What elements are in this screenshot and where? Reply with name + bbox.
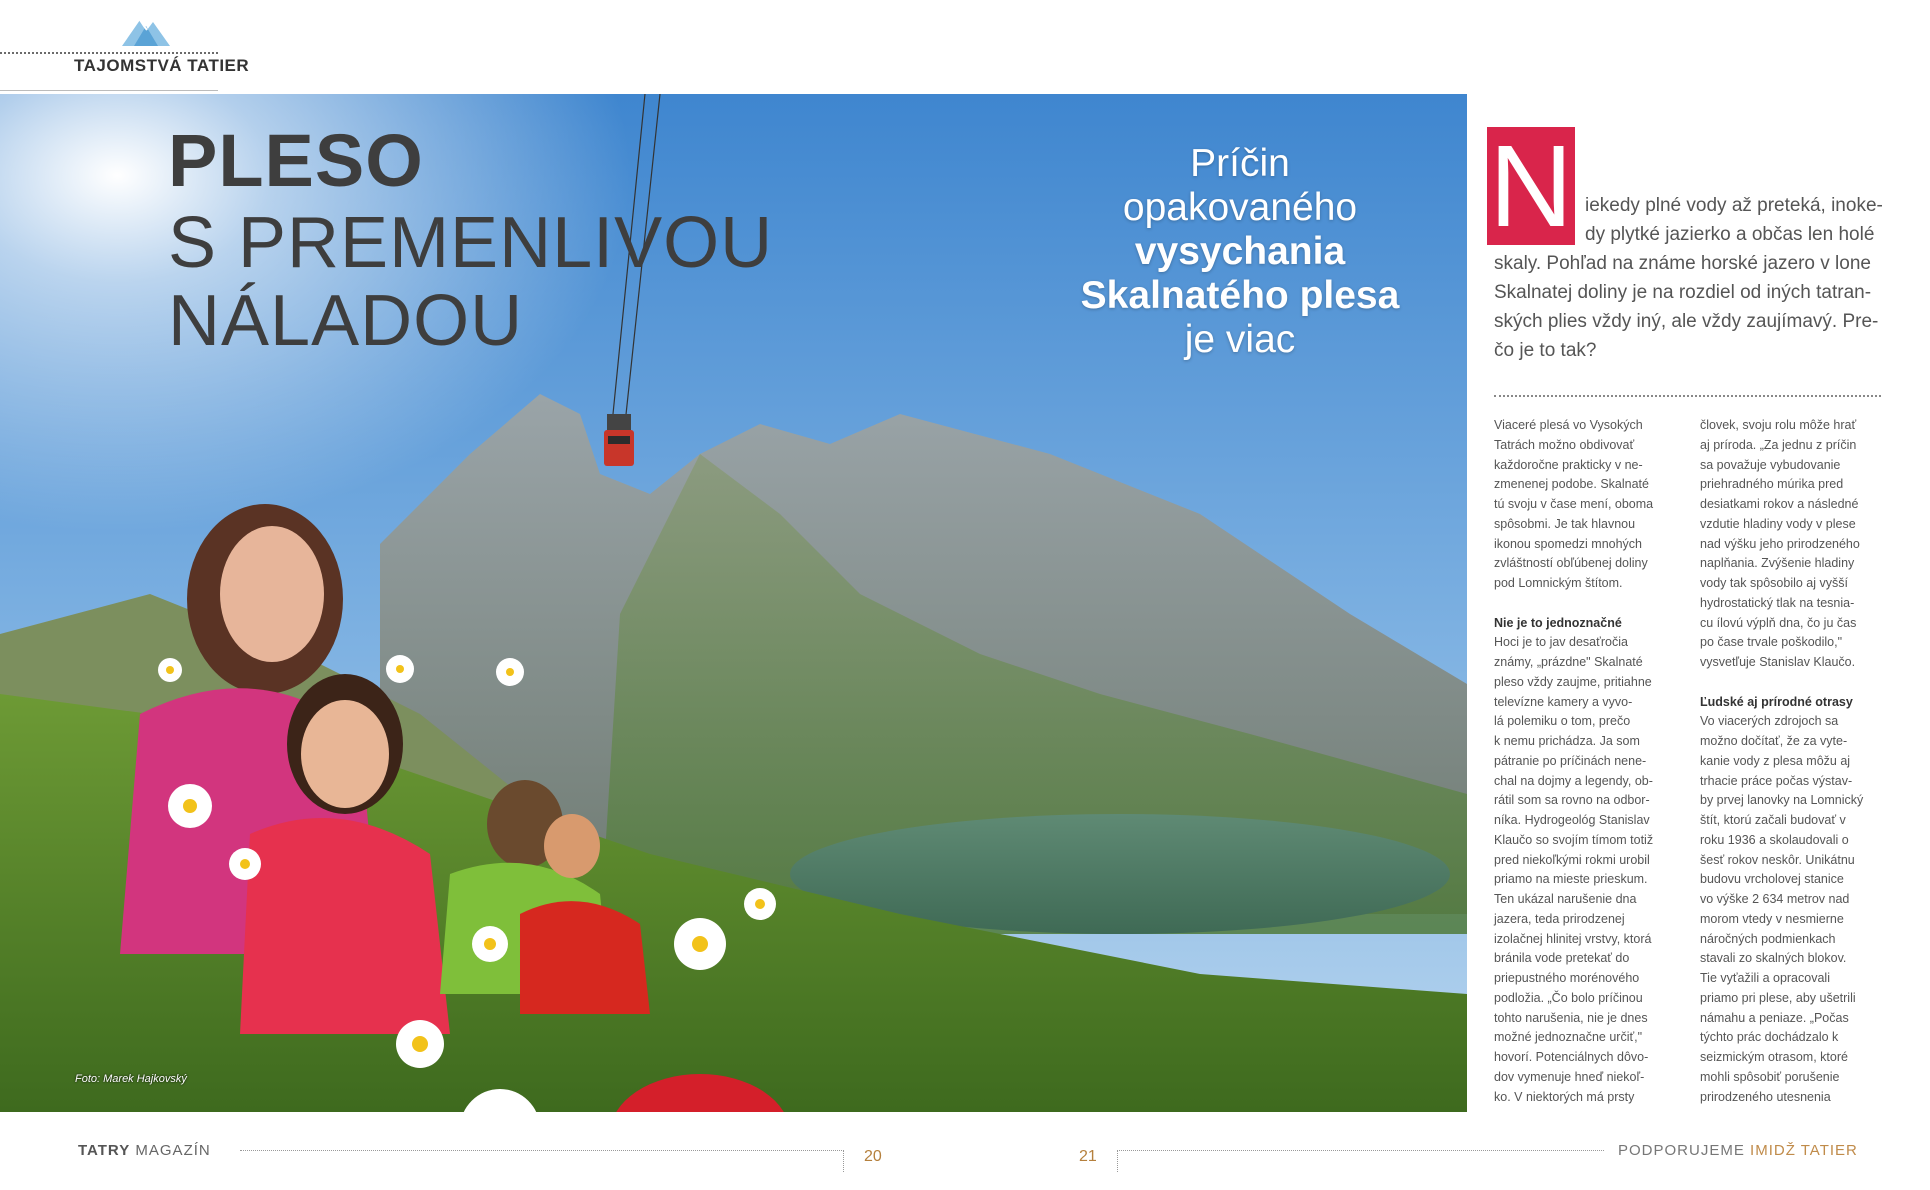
body-line: Tie vyťažili a opracovali — [1700, 971, 1830, 985]
body-line: izolačnej hlinitej vrstvy, ktorá — [1494, 931, 1652, 946]
body-line: vzdutie hladiny vody v plese — [1700, 516, 1856, 531]
subtitle — [1030, 142, 1450, 362]
body-line: desiatkami rokov a následné — [1700, 497, 1859, 511]
footer-slogan-a: PODPORUJEME — [1618, 1142, 1745, 1159]
body-line: ko. V niektorých má prsty — [1494, 1089, 1635, 1104]
body-line: možné jednoznačne určiť," — [1494, 1030, 1643, 1045]
footer-rule — [240, 1150, 842, 1151]
page-number-left: 20 — [864, 1148, 882, 1165]
lead-line: skaly. Pohľad na známe horské jazero v lone — [1494, 253, 1871, 274]
body-line: Tatrách možno obdivovať — [1494, 437, 1635, 452]
body-line: prirodzeného utesnenia — [1700, 1089, 1831, 1104]
body-line: týchto prác dochádzalo k — [1700, 1030, 1839, 1045]
body-line: morom vtedy v nesmierne — [1700, 911, 1844, 926]
body-line: dov vymenuje hneď niekoľ- — [1494, 1069, 1645, 1084]
body-line: lá polemiku o tom, prečo — [1494, 714, 1631, 729]
body-line: šesť rokov neskôr. Unikátnu — [1700, 852, 1855, 867]
body-line: tohto narušenia, nie je dnes — [1494, 1010, 1648, 1025]
body-line: náročných podmienkach — [1700, 931, 1836, 946]
body-line: k nemu prichádza. Ja som — [1494, 734, 1640, 748]
body-line: níka. Hydrogeológ Stanislav — [1494, 813, 1650, 827]
title-line2: S PREMENLIVOU — [168, 203, 774, 283]
lead-divider — [1494, 395, 1881, 397]
body-line: cu ílovú výplň dna, čo ju čas — [1700, 615, 1857, 630]
body-line: mohli spôsobiť porušenie — [1700, 1069, 1840, 1084]
body-line: aj príroda. „Za jednu z príčin — [1700, 437, 1857, 452]
subheading: Nie je to jednoznačné — [1494, 615, 1622, 630]
body-line: priepustného morénového — [1494, 971, 1640, 985]
footer-slogan — [1618, 1142, 1858, 1159]
subtitle-line: Príčin — [1190, 142, 1290, 185]
body-line: pod Lomnickým štítom. — [1494, 576, 1623, 590]
body-line: priamo na mieste prieskum. — [1494, 872, 1648, 887]
body-line: možno dočítať, že za vyte- — [1700, 734, 1848, 748]
body-line: priehradného múrika pred — [1700, 477, 1844, 492]
footer-brand-rest: MAGAZÍN — [135, 1142, 211, 1159]
body-line: zvláštností obľúbenej doliny — [1494, 556, 1648, 571]
body-line: trhacie práce počas výstav- — [1700, 773, 1853, 788]
lead-line: iekedy plné vody až preteká, inoke- — [1585, 195, 1883, 216]
body-line: tú svoju v čase mení, oboma — [1494, 497, 1654, 511]
body-line: vysvetľuje Stanislav Klaučo. — [1700, 655, 1856, 669]
body-line: každoročne prakticky v ne- — [1494, 457, 1643, 472]
footer-brand-bold: TATRY — [78, 1142, 131, 1159]
body-line: pred niekoľkými rokmi urobil — [1494, 852, 1650, 867]
body-line: pleso vždy zaujme, pritiahne — [1494, 674, 1652, 689]
footer-brand — [78, 1142, 211, 1159]
body-line: bránila vode pretekať do — [1494, 951, 1630, 966]
body-line: námahu a peniaze. „Počas — [1700, 1010, 1849, 1025]
lead-line: čo je to tak? — [1494, 340, 1597, 361]
body-line: seizmickým otrasom, ktoré — [1700, 1050, 1848, 1064]
body-line: rátil som sa rovno na odbor- — [1494, 793, 1650, 808]
body-line: televízne kamery a vyvo- — [1494, 694, 1633, 709]
mountain-icon — [120, 14, 172, 48]
body-line: chal na dojmy a legendy, ob- — [1494, 773, 1653, 788]
body-line: hydrostatický tlak na tesnia- — [1700, 595, 1855, 610]
footer-rule — [1117, 1150, 1604, 1151]
body-line: spôsobmi. Je tak hlavnou — [1494, 516, 1636, 531]
footer-divider — [843, 1150, 844, 1172]
body-line: Viaceré plesá vo Vysokých — [1494, 418, 1643, 432]
body-line: priamo pri plese, aby ušetrili — [1700, 990, 1856, 1005]
section-label: TAJOMSTVÁ TATIER — [74, 56, 250, 75]
body-line: známy, „prázdne" Skalnaté — [1494, 655, 1643, 669]
page-number-right: 21 — [1079, 1148, 1097, 1165]
body-line: vody tak spôsobilo aj vyšší — [1700, 576, 1848, 590]
header-rule — [0, 52, 218, 54]
subheading: Ľudské aj prírodné otrasy — [1700, 694, 1853, 709]
body-line: štít, ktorú začali budovať v — [1700, 813, 1846, 827]
title-line3: NÁLADOU — [168, 281, 524, 361]
body-line: kanie vody z plesa môžu aj — [1700, 753, 1851, 768]
body-line: hovorí. Potenciálnych dôvo- — [1494, 1050, 1649, 1064]
footer-slogan-b: IMIDŽ TATIER — [1750, 1142, 1858, 1159]
subtitle-line-bold: Skalnatého plesa — [1080, 274, 1400, 317]
body-line: pátranie po príčinách nene- — [1494, 753, 1647, 768]
footer-divider — [1117, 1150, 1118, 1172]
header-underline — [0, 90, 218, 91]
body-line: jazera, teda prirodzenej — [1494, 911, 1625, 926]
body-line: Hoci je to jav desaťročia — [1494, 635, 1628, 650]
photo-credit: Foto: Marek Hajkovský — [75, 1073, 187, 1085]
body-line: podložia. „Čo bolo príčinou — [1494, 990, 1643, 1005]
lead-line: ských plies vždy iný, ale vždy zaujímavý. Pre- — [1494, 311, 1879, 332]
body-line: Klaučo so svojím tímom totiž — [1494, 832, 1654, 847]
body-line: naplňania. Zvýšenie hladiny — [1700, 556, 1855, 571]
body-line: sa považuje vybudovanie — [1700, 457, 1841, 472]
drop-cap: N — [1487, 127, 1575, 245]
body-line: budovu vrcholovej stanice — [1700, 872, 1844, 887]
body-line: zmenenej podobe. Skalnaté — [1494, 477, 1649, 492]
body-line: po čase trvale poškodilo," — [1700, 635, 1843, 650]
body-line: stavali zo skalných blokov. — [1700, 951, 1847, 966]
title-line1: PLESO — [168, 119, 424, 202]
body-line: by prvej lanovky na Lomnický — [1700, 793, 1864, 808]
body-line: roku 1936 a skolaudovali o — [1700, 832, 1849, 847]
body-line: nad výšku jeho prirodzeného — [1700, 536, 1860, 551]
body-line: Ten ukázal narušenie dna — [1494, 892, 1637, 906]
subtitle-line-bold: vysychania — [1134, 230, 1346, 273]
subtitle-line: opakovaného — [1122, 186, 1358, 229]
body-line: človek, svoju rolu môže hrať — [1700, 418, 1857, 432]
lead-line: Skalnatej doliny je na rozdiel od iných tatran- — [1494, 282, 1872, 303]
lead-line: dy plytké jazierko a občas len holé — [1585, 224, 1875, 245]
subtitle-line: je viac — [1184, 318, 1296, 361]
body-line: ikonou spomedzi mnohých — [1494, 536, 1642, 551]
body-line: vo výške 2 634 metrov nad — [1700, 892, 1850, 906]
body-line: Vo viacerých zdrojoch sa — [1700, 714, 1839, 729]
